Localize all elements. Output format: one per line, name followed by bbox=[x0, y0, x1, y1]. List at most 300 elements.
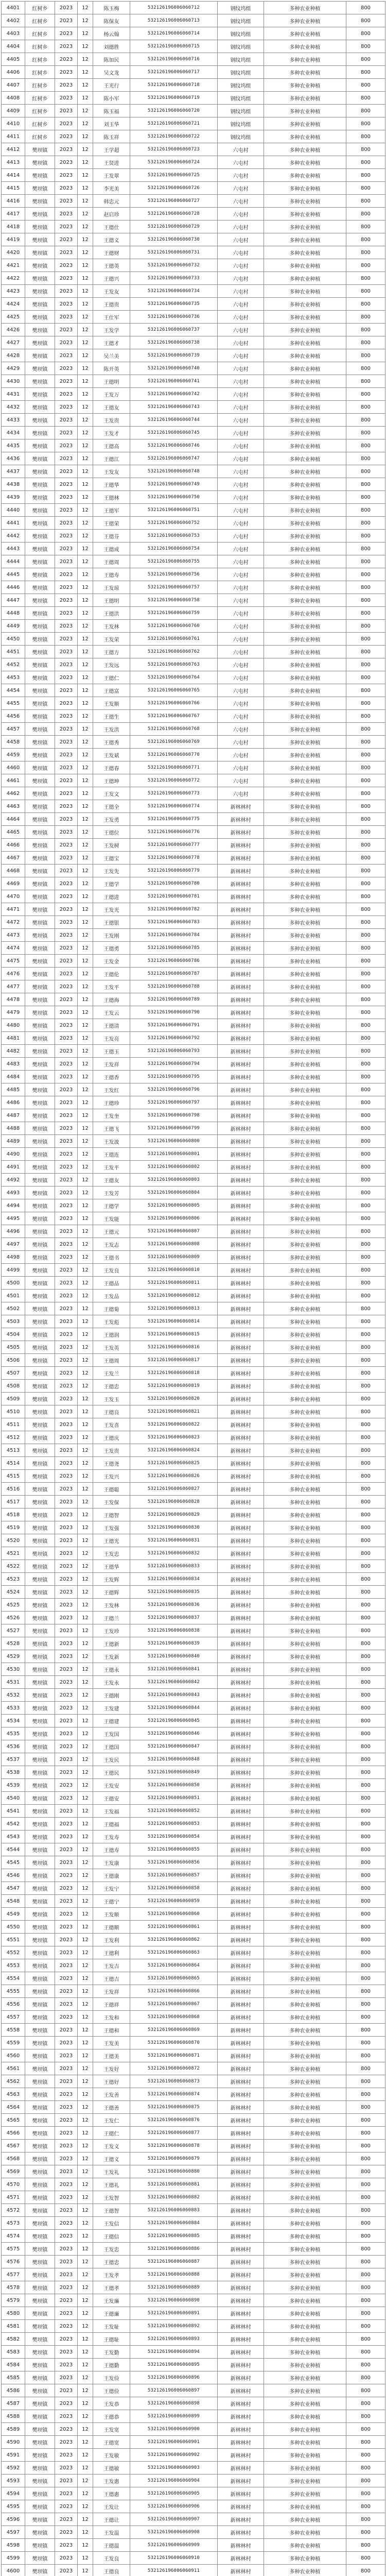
year-cell: 2023 bbox=[55, 1071, 78, 1083]
year-cell: 2023 bbox=[55, 1727, 78, 1740]
name-cell: 王发惠 bbox=[93, 2475, 130, 2487]
serial-number-cell: 4580 bbox=[2, 2307, 25, 2320]
name-cell: 吴兰美 bbox=[93, 349, 130, 362]
id-number-cell: 532126196006060819 bbox=[130, 1380, 218, 1393]
category-cell: 多种农业种植 bbox=[264, 1354, 346, 1367]
year-cell: 2023 bbox=[55, 156, 78, 169]
village-cell: 六屯村 bbox=[218, 620, 264, 633]
name-cell: 王德善 bbox=[93, 2101, 130, 2114]
serial-number-cell: 4590 bbox=[2, 2436, 25, 2449]
id-number-cell: 532126196006060897 bbox=[130, 2384, 218, 2397]
serial-number-cell: 4493 bbox=[2, 1187, 25, 1199]
amount-cell: 800 bbox=[346, 2101, 385, 2114]
amount-cell: 800 bbox=[346, 233, 385, 246]
name-cell: 王发才 bbox=[93, 427, 130, 439]
name-cell: 王发美 bbox=[93, 2037, 130, 2049]
name-cell: 王发友 bbox=[93, 285, 130, 298]
name-cell: 王发奎 bbox=[93, 1109, 130, 1122]
serial-number-cell: 4587 bbox=[2, 2397, 25, 2410]
serial-number-cell: 4577 bbox=[2, 2268, 25, 2281]
table-row bbox=[2, 993, 385, 1006]
category-cell: 多种农业种植 bbox=[264, 439, 346, 452]
township-cell: 樊坝镇 bbox=[25, 1521, 55, 1534]
year-cell: 2023 bbox=[55, 749, 78, 761]
serial-number-cell: 4490 bbox=[2, 1148, 25, 1161]
table-row bbox=[2, 2436, 385, 2449]
serial-number-cell: 4555 bbox=[2, 1985, 25, 1998]
village-cell: 六屯村 bbox=[218, 530, 264, 543]
amount-cell: 800 bbox=[346, 1135, 385, 1148]
village-cell: 新林林村 bbox=[218, 1096, 264, 1109]
name-cell: 王德永 bbox=[93, 1663, 130, 1676]
village-cell: 新林林村 bbox=[218, 865, 264, 877]
month-cell: 12 bbox=[78, 761, 93, 774]
name-cell: 王发玉 bbox=[93, 1393, 130, 1405]
amount-cell: 800 bbox=[346, 2127, 385, 2140]
name-cell: 王德香 bbox=[93, 1071, 130, 1083]
amount-cell: 800 bbox=[346, 1032, 385, 1045]
id-number-cell: 532126196006060754 bbox=[130, 543, 218, 555]
id-number-cell: 532126196006060765 bbox=[130, 684, 218, 697]
name-cell: 王德华 bbox=[93, 478, 130, 491]
year-cell: 2023 bbox=[55, 1637, 78, 1650]
township-cell: 樊坝镇 bbox=[25, 1843, 55, 1856]
name-cell: 王发芳 bbox=[93, 1187, 130, 1199]
name-cell: 王德江 bbox=[93, 452, 130, 465]
township-cell: 樊坝镇 bbox=[25, 2011, 55, 2024]
table-row bbox=[2, 2487, 385, 2500]
name-cell: 王发喜 bbox=[93, 1418, 130, 1431]
category-cell: 多种农业种植 bbox=[264, 517, 346, 530]
township-cell: 樊坝镇 bbox=[25, 1264, 55, 1277]
village-cell: 新林林村 bbox=[218, 1586, 264, 1599]
amount-cell: 800 bbox=[346, 1779, 385, 1792]
table-row bbox=[2, 929, 385, 942]
serial-number-cell: 4581 bbox=[2, 2320, 25, 2333]
category-cell: 多种农业种植 bbox=[264, 543, 346, 555]
year-cell: 2023 bbox=[55, 478, 78, 491]
amount-cell: 800 bbox=[346, 452, 385, 465]
id-number-cell: 532126196006060826 bbox=[130, 1470, 218, 1483]
township-cell: 樊坝镇 bbox=[25, 1740, 55, 1753]
serial-number-cell: 4527 bbox=[2, 1624, 25, 1637]
township-cell: 樊坝镇 bbox=[25, 388, 55, 401]
village-cell: 六屯村 bbox=[218, 156, 264, 169]
table-row bbox=[2, 1663, 385, 1676]
category-cell: 多种农业种植 bbox=[264, 2268, 346, 2281]
serial-number-cell: 4474 bbox=[2, 942, 25, 955]
amount-cell: 800 bbox=[346, 2320, 385, 2333]
village-cell: 六屯村 bbox=[218, 233, 264, 246]
village-cell: 新林林村 bbox=[218, 2178, 264, 2191]
month-cell: 12 bbox=[78, 1985, 93, 1998]
township-cell: 樊坝镇 bbox=[25, 452, 55, 465]
id-number-cell: 532126196006060725 bbox=[130, 169, 218, 182]
year-cell: 2023 bbox=[55, 1779, 78, 1792]
year-cell: 2023 bbox=[55, 452, 78, 465]
amount-cell: 800 bbox=[346, 1805, 385, 1818]
township-cell: 樊坝镇 bbox=[25, 568, 55, 581]
village-cell: 新林林村 bbox=[218, 1045, 264, 1058]
month-cell: 12 bbox=[78, 1534, 93, 1547]
amount-cell: 800 bbox=[346, 1624, 385, 1637]
year-cell: 2023 bbox=[55, 2346, 78, 2359]
year-cell: 2023 bbox=[55, 1998, 78, 2011]
amount-cell: 800 bbox=[346, 1985, 385, 1998]
category-cell: 多种农业种植 bbox=[264, 143, 346, 156]
name-cell: 王德润 bbox=[93, 1328, 130, 1341]
village-cell: 新林林村 bbox=[218, 2449, 264, 2462]
category-cell: 多种农业种植 bbox=[264, 311, 346, 324]
name-cell: 王发远 bbox=[93, 658, 130, 671]
name-cell: 王发恭 bbox=[93, 2397, 130, 2410]
year-cell: 2023 bbox=[55, 1135, 78, 1148]
category-cell: 多种农业种植 bbox=[264, 1959, 346, 1972]
township-cell: 樊坝镇 bbox=[25, 2539, 55, 2552]
id-number-cell: 532126196006060784 bbox=[130, 929, 218, 942]
serial-number-cell: 4443 bbox=[2, 543, 25, 555]
year-cell: 2023 bbox=[55, 555, 78, 568]
month-cell: 12 bbox=[78, 890, 93, 903]
serial-number-cell: 4504 bbox=[2, 1328, 25, 1341]
township-cell: 樊坝镇 bbox=[25, 1135, 55, 1148]
amount-cell: 800 bbox=[346, 2037, 385, 2049]
table-row bbox=[2, 2500, 385, 2513]
table-row bbox=[2, 2037, 385, 2049]
year-cell: 2023 bbox=[55, 2075, 78, 2088]
category-cell: 多种农业种植 bbox=[264, 1766, 346, 1779]
category-cell: 多种农业种植 bbox=[264, 2346, 346, 2359]
category-cell: 多种农业种植 bbox=[264, 2230, 346, 2243]
amount-cell: 800 bbox=[346, 697, 385, 710]
village-cell: 六屯村 bbox=[218, 221, 264, 233]
serial-number-cell: 4467 bbox=[2, 852, 25, 865]
serial-number-cell: 4510 bbox=[2, 1405, 25, 1418]
serial-number-cell: 4533 bbox=[2, 1702, 25, 1715]
name-cell: 王发吉 bbox=[93, 1959, 130, 1972]
township-cell: 樊坝镇 bbox=[25, 362, 55, 375]
serial-number-cell: 4424 bbox=[2, 298, 25, 311]
amount-cell: 800 bbox=[346, 1509, 385, 1521]
name-cell: 王发礼 bbox=[93, 2165, 130, 2178]
township-cell: 樊坝镇 bbox=[25, 1818, 55, 1831]
village-cell: 新林林村 bbox=[218, 1727, 264, 1740]
table-row bbox=[2, 1367, 385, 1380]
amount-cell: 800 bbox=[346, 1946, 385, 1959]
name-cell: 王发福 bbox=[93, 1805, 130, 1818]
id-number-cell: 532126196006060849 bbox=[130, 1766, 218, 1779]
name-cell: 王德国 bbox=[93, 1740, 130, 1753]
year-cell: 2023 bbox=[55, 427, 78, 439]
year-cell: 2023 bbox=[55, 182, 78, 195]
village-cell: 新林林村 bbox=[218, 1908, 264, 1921]
serial-number-cell: 4481 bbox=[2, 1032, 25, 1045]
table-row bbox=[2, 2294, 385, 2307]
village-cell: 新林林村 bbox=[218, 1083, 264, 1096]
id-number-cell: 532126196006060906 bbox=[130, 2500, 218, 2513]
township-cell: 樊坝镇 bbox=[25, 2075, 55, 2088]
serial-number-cell: 4419 bbox=[2, 233, 25, 246]
table-row bbox=[2, 890, 385, 903]
name-cell: 王发利 bbox=[93, 1934, 130, 1946]
name-cell: 王发新 bbox=[93, 1650, 130, 1663]
id-number-cell: 532126196006060793 bbox=[130, 1045, 218, 1058]
village-cell: 新林林村 bbox=[218, 1380, 264, 1393]
id-number-cell: 532126196006060876 bbox=[130, 2114, 218, 2127]
township-cell: 樊坝镇 bbox=[25, 221, 55, 233]
month-cell: 12 bbox=[78, 1122, 93, 1135]
month-cell: 12 bbox=[78, 259, 93, 272]
category-cell: 多种农业种植 bbox=[264, 980, 346, 993]
serial-number-cell: 4487 bbox=[2, 1109, 25, 1122]
name-cell: 赵启珍 bbox=[93, 208, 130, 221]
name-cell: 王德珍 bbox=[93, 1096, 130, 1109]
village-cell: 新林林村 bbox=[218, 2049, 264, 2062]
category-cell: 多种农业种植 bbox=[264, 1058, 346, 1071]
table-row bbox=[2, 40, 385, 53]
month-cell: 12 bbox=[78, 607, 93, 620]
serial-number-cell: 4491 bbox=[2, 1161, 25, 1174]
village-cell: 新林林村 bbox=[218, 1135, 264, 1148]
year-cell: 2023 bbox=[55, 2320, 78, 2333]
village-cell: 新林林村 bbox=[218, 1302, 264, 1315]
amount-cell: 800 bbox=[346, 1496, 385, 1509]
table-row bbox=[2, 2320, 385, 2333]
table-row bbox=[2, 749, 385, 761]
table-row bbox=[2, 117, 385, 130]
serial-number-cell: 4460 bbox=[2, 761, 25, 774]
table-row bbox=[2, 92, 385, 105]
amount-cell: 800 bbox=[346, 285, 385, 298]
serial-number-cell: 4447 bbox=[2, 594, 25, 607]
table-row bbox=[2, 465, 385, 478]
township-cell: 樊坝镇 bbox=[25, 272, 55, 285]
serial-number-cell: 4517 bbox=[2, 1496, 25, 1509]
id-number-cell: 532126196006060792 bbox=[130, 1032, 218, 1045]
amount-cell: 800 bbox=[346, 1908, 385, 1921]
category-cell: 多种农业种植 bbox=[264, 723, 346, 736]
month-cell: 12 bbox=[78, 2423, 93, 2436]
serial-number-cell: 4521 bbox=[2, 1547, 25, 1560]
serial-number-cell: 4531 bbox=[2, 1676, 25, 1689]
year-cell: 2023 bbox=[55, 221, 78, 233]
serial-number-cell: 4532 bbox=[2, 1689, 25, 1702]
township-cell: 樊坝镇 bbox=[25, 1341, 55, 1354]
year-cell: 2023 bbox=[55, 710, 78, 723]
serial-number-cell: 4529 bbox=[2, 1650, 25, 1663]
name-cell: 王发林 bbox=[93, 1599, 130, 1612]
township-cell: 樊坝镇 bbox=[25, 2307, 55, 2320]
month-cell: 12 bbox=[78, 1624, 93, 1637]
township-cell: 樊坝镇 bbox=[25, 1702, 55, 1715]
month-cell: 12 bbox=[78, 401, 93, 414]
table-row bbox=[2, 916, 385, 929]
amount-cell: 800 bbox=[346, 349, 385, 362]
id-number-cell: 532126196006060868 bbox=[130, 2011, 218, 2024]
township-cell: 樊坝镇 bbox=[25, 1006, 55, 1019]
township-cell: 樊坝镇 bbox=[25, 839, 55, 852]
amount-cell: 800 bbox=[346, 1959, 385, 1972]
category-cell: 多种农业种植 bbox=[264, 813, 346, 826]
serial-number-cell: 4492 bbox=[2, 1174, 25, 1187]
month-cell: 12 bbox=[78, 2037, 93, 2049]
table-row bbox=[2, 633, 385, 646]
table-row bbox=[2, 246, 385, 259]
month-cell: 12 bbox=[78, 246, 93, 259]
township-cell: 樊坝镇 bbox=[25, 2449, 55, 2462]
village-cell: 六屯村 bbox=[218, 439, 264, 452]
village-cell: 六屯村 bbox=[218, 182, 264, 195]
category-cell: 多种农业种植 bbox=[264, 2191, 346, 2204]
table-row bbox=[2, 581, 385, 594]
month-cell: 12 bbox=[78, 2153, 93, 2165]
amount-cell: 800 bbox=[346, 2539, 385, 2552]
serial-number-cell: 4486 bbox=[2, 1096, 25, 1109]
serial-number-cell: 4480 bbox=[2, 1019, 25, 1032]
township-cell: 樊坝镇 bbox=[25, 246, 55, 259]
category-cell: 多种农业种植 bbox=[264, 465, 346, 478]
amount-cell: 800 bbox=[346, 1457, 385, 1470]
amount-cell: 800 bbox=[346, 1367, 385, 1380]
amount-cell: 800 bbox=[346, 79, 385, 92]
table-row bbox=[2, 813, 385, 826]
table-row bbox=[2, 2230, 385, 2243]
name-cell: 王德智 bbox=[93, 1509, 130, 1521]
category-cell: 多种农业种植 bbox=[264, 890, 346, 903]
township-cell: 樊坝镇 bbox=[25, 980, 55, 993]
table-row bbox=[2, 1457, 385, 1470]
year-cell: 2023 bbox=[55, 620, 78, 633]
village-cell: 钢纹坞组 bbox=[218, 27, 264, 40]
amount-cell: 800 bbox=[346, 993, 385, 1006]
category-cell: 多种农业种植 bbox=[264, 1882, 346, 1895]
serial-number-cell: 4563 bbox=[2, 2088, 25, 2101]
year-cell: 2023 bbox=[55, 2539, 78, 2552]
id-number-cell: 532126196006060907 bbox=[130, 2513, 218, 2526]
month-cell: 12 bbox=[78, 1560, 93, 1573]
village-cell: 新林林村 bbox=[218, 2359, 264, 2371]
id-number-cell: 532126196006060845 bbox=[130, 1715, 218, 1727]
amount-cell: 800 bbox=[346, 2114, 385, 2127]
month-cell: 12 bbox=[78, 2346, 93, 2359]
table-row bbox=[2, 79, 385, 92]
name-cell: 王德民 bbox=[93, 1766, 130, 1779]
category-cell: 多种农业种植 bbox=[264, 1998, 346, 2011]
id-number-cell: 532126196006060813 bbox=[130, 1302, 218, 1315]
name-cell: 王德吉 bbox=[93, 1972, 130, 1985]
village-cell: 新林林村 bbox=[218, 1895, 264, 1908]
name-cell: 王发辉 bbox=[93, 1573, 130, 1586]
serial-number-cell: 4459 bbox=[2, 749, 25, 761]
serial-number-cell: 4444 bbox=[2, 555, 25, 568]
village-cell: 新林林村 bbox=[218, 2294, 264, 2307]
month-cell: 12 bbox=[78, 182, 93, 195]
name-cell: 王发康 bbox=[93, 1856, 130, 1869]
serial-number-cell: 4569 bbox=[2, 2165, 25, 2178]
township-cell: 樊坝镇 bbox=[25, 1624, 55, 1637]
id-number-cell: 532126196006060778 bbox=[130, 852, 218, 865]
year-cell: 2023 bbox=[55, 1676, 78, 1689]
table-row bbox=[2, 1599, 385, 1612]
id-number-cell: 532126196006060736 bbox=[130, 311, 218, 324]
category-cell: 多种农业种植 bbox=[264, 1534, 346, 1547]
township-cell: 樊坝镇 bbox=[25, 2346, 55, 2359]
village-cell: 新林林村 bbox=[218, 2565, 264, 2576]
name-cell: 王德孝 bbox=[93, 2281, 130, 2294]
serial-number-cell: 4562 bbox=[2, 2075, 25, 2088]
table-row bbox=[2, 1264, 385, 1277]
month-cell: 12 bbox=[78, 787, 93, 800]
serial-number-cell: 4471 bbox=[2, 903, 25, 916]
id-number-cell: 532126196006060822 bbox=[130, 1418, 218, 1431]
name-cell: 王德聪 bbox=[93, 1483, 130, 1496]
name-cell: 王德品 bbox=[93, 1277, 130, 1290]
serial-number-cell: 4498 bbox=[2, 1251, 25, 1264]
serial-number-cell: 4479 bbox=[2, 1006, 25, 1019]
amount-cell: 800 bbox=[346, 2333, 385, 2346]
id-number-cell: 532126196006060846 bbox=[130, 1727, 218, 1740]
amount-cell: 800 bbox=[346, 439, 385, 452]
name-cell: 王发兴 bbox=[93, 1470, 130, 1483]
year-cell: 2023 bbox=[55, 349, 78, 362]
id-number-cell: 532126196006060890 bbox=[130, 2294, 218, 2307]
month-cell: 12 bbox=[78, 633, 93, 646]
month-cell: 12 bbox=[78, 1740, 93, 1753]
month-cell: 12 bbox=[78, 1805, 93, 1818]
category-cell: 多种农业种植 bbox=[264, 1122, 346, 1135]
category-cell: 多种农业种植 bbox=[264, 2436, 346, 2449]
month-cell: 12 bbox=[78, 1212, 93, 1225]
amount-cell: 800 bbox=[346, 980, 385, 993]
serial-number-cell: 4445 bbox=[2, 568, 25, 581]
category-cell: 多种农业种植 bbox=[264, 491, 346, 504]
month-cell: 12 bbox=[78, 1921, 93, 1934]
township-cell: 樊坝镇 bbox=[25, 1083, 55, 1096]
village-cell: 六屯村 bbox=[218, 143, 264, 156]
name-cell: 王德贵 bbox=[93, 298, 130, 311]
id-number-cell: 532126196006060798 bbox=[130, 1109, 218, 1122]
name-cell: 王发学 bbox=[93, 324, 130, 336]
id-number-cell: 532126196006060859 bbox=[130, 1895, 218, 1908]
month-cell: 12 bbox=[78, 1251, 93, 1264]
name-cell: 王德辉 bbox=[93, 1586, 130, 1599]
table-row bbox=[2, 1032, 385, 1045]
table-row bbox=[2, 1483, 385, 1496]
name-cell: 王德海 bbox=[93, 993, 130, 1006]
table-row bbox=[2, 208, 385, 221]
category-cell: 多种农业种植 bbox=[264, 710, 346, 723]
month-cell: 12 bbox=[78, 2088, 93, 2101]
amount-cell: 800 bbox=[346, 2, 385, 14]
year-cell: 2023 bbox=[55, 658, 78, 671]
village-cell: 新林林村 bbox=[218, 1998, 264, 2011]
year-cell: 2023 bbox=[55, 1470, 78, 1483]
township-cell: 红树乡 bbox=[25, 66, 55, 79]
name-cell: 王德建 bbox=[93, 1715, 130, 1727]
month-cell: 12 bbox=[78, 92, 93, 105]
category-cell: 多种农业种植 bbox=[264, 787, 346, 800]
month-cell: 12 bbox=[78, 1393, 93, 1405]
category-cell: 多种农业种植 bbox=[264, 993, 346, 1006]
serial-number-cell: 4574 bbox=[2, 2230, 25, 2243]
id-number-cell: 532126196006060831 bbox=[130, 1534, 218, 1547]
name-cell: 吴文龙 bbox=[93, 66, 130, 79]
township-cell: 樊坝镇 bbox=[25, 2191, 55, 2204]
amount-cell: 800 bbox=[346, 1766, 385, 1779]
year-cell: 2023 bbox=[55, 2410, 78, 2423]
category-cell: 多种农业种植 bbox=[264, 2165, 346, 2178]
name-cell: 王发忠 bbox=[93, 2243, 130, 2256]
